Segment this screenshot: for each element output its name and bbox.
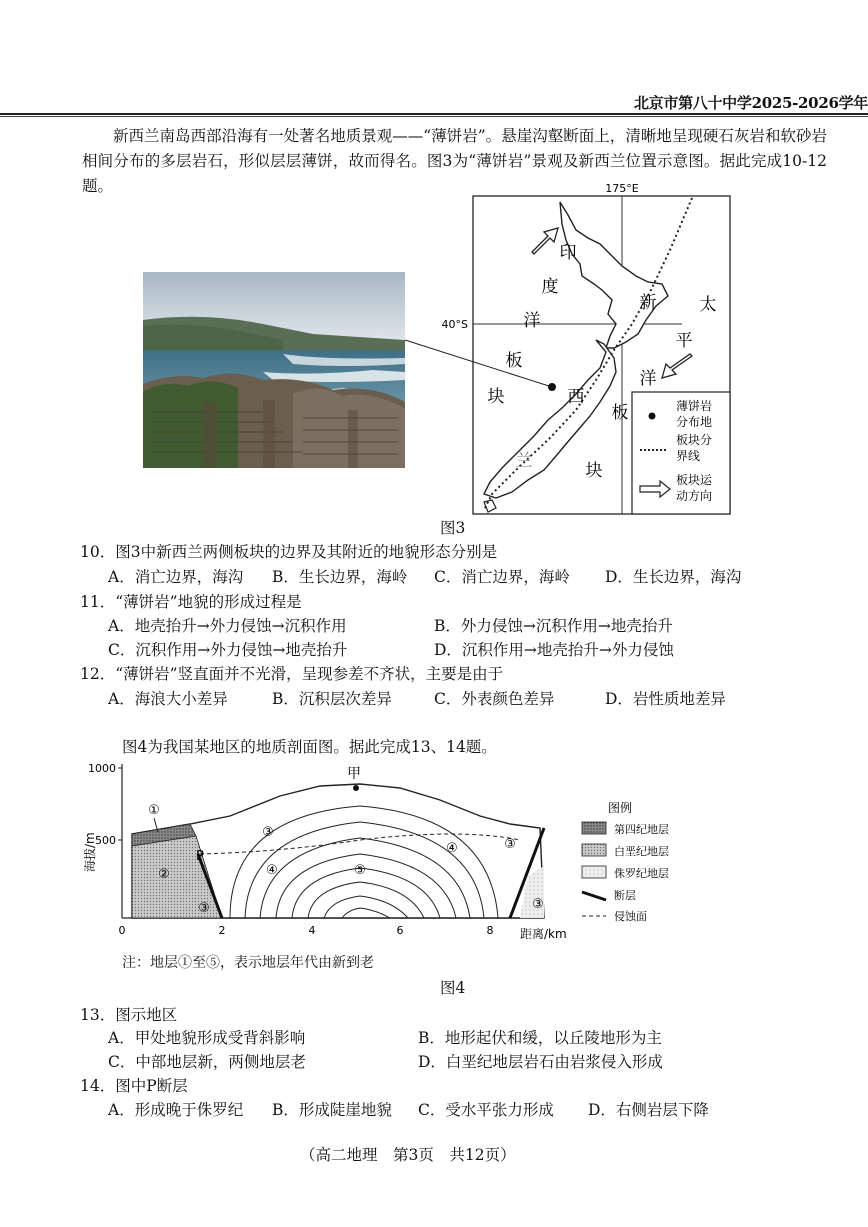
layer-label-1: ① — [148, 803, 160, 818]
fig4-intro: 图4为我国某地区的地质剖面图。据此完成13、14题。 — [122, 738, 497, 756]
x-tick-0: 0 — [118, 924, 126, 937]
question-12-stem: “薄饼岩”竖直面并不光滑，呈现参差不齐状，主要是由于 — [115, 665, 504, 683]
right-plate-char-2: 平 — [675, 331, 693, 351]
x-axis-label: 距离/km — [520, 927, 567, 941]
q12-option-c[interactable]: C．外表颜色差异 — [434, 690, 555, 708]
header-rule-thin — [0, 116, 868, 117]
q13-option-c[interactable]: C．中部地层新，两侧地层老 — [108, 1053, 306, 1071]
legend-jurassic-swatch — [582, 866, 606, 878]
stewart-island — [484, 500, 496, 512]
question-13-number: 13． — [80, 1006, 116, 1024]
question-12-number: 12． — [80, 665, 116, 683]
page-footer: （高二地理 第3页 共12页） — [300, 1146, 516, 1164]
legend-dot-line2: 分布地 — [676, 415, 713, 429]
q14-option-a[interactable]: A．形成晚于侏罗纪 — [108, 1101, 244, 1119]
q13-option-b[interactable]: B．地形起伏和缓，以丘陵地形为主 — [418, 1029, 662, 1047]
q10-option-c[interactable]: C．消亡边界，海岭 — [434, 568, 570, 586]
peak-label: 甲 — [347, 766, 361, 782]
school-header: 北京市第八十中学2025-2026学年 — [633, 94, 868, 112]
legend-dotted-line1: 板块分 — [676, 433, 713, 447]
left-plate-char-3: 洋 — [523, 311, 541, 331]
q12-option-d[interactable]: D．岩性质地差异 — [605, 690, 726, 708]
fig4-legend-title: 图例 — [608, 801, 633, 815]
y-tick-label-500: 500 — [95, 834, 116, 847]
photo-leader-line — [405, 340, 552, 387]
new-zealand-map — [400, 180, 740, 520]
legend-fault-swatch — [582, 892, 606, 900]
legend-arrow-line1: 板块运 — [676, 473, 713, 487]
left-plate-char-5: 块 — [487, 387, 505, 407]
q10-option-d[interactable]: D．生长边界，海沟 — [605, 568, 742, 586]
lat-label: 40°S — [441, 318, 468, 331]
q11-option-c[interactable]: C．沉积作用→外力侵蚀→地壳抬升 — [108, 641, 348, 659]
layer-label-3a: ③ — [262, 825, 274, 840]
legend-cretaceous-label: 白垩纪地层 — [614, 845, 669, 858]
right-plate-char-3: 洋 — [639, 369, 657, 389]
question-13-stem: 图示地区 — [115, 1006, 178, 1024]
q13-option-d[interactable]: D．白垩纪地层岩石由岩浆侵入形成 — [418, 1053, 663, 1071]
legend-jurassic-label: 侏罗纪地层 — [614, 867, 669, 880]
q10-option-b[interactable]: B．生长边界，海岭 — [272, 568, 408, 586]
question-10 — [80, 540, 497, 562]
geologic-cross-section — [80, 756, 740, 976]
fig4-note: 注：地层①至⑤，表示地层年代由新到老 — [122, 955, 374, 971]
question-14-number: 14． — [80, 1077, 116, 1095]
legend-dot-symbol — [649, 413, 656, 420]
left-plate-char-2: 度 — [541, 277, 559, 297]
left-plate-char-4: 板 — [505, 351, 523, 371]
legend-quaternary-swatch — [582, 822, 606, 834]
question-11-number: 11． — [80, 593, 116, 611]
question-12 — [80, 662, 503, 684]
layer-label-2: ② — [158, 867, 170, 882]
lon-label: 175°E — [605, 182, 639, 195]
left-plate-char-1: 印 — [559, 243, 577, 263]
legend-fault-label: 断层 — [614, 889, 636, 902]
q10-option-a[interactable]: A．消亡边界，海沟 — [108, 568, 244, 586]
layer-label-4b: ④ — [446, 841, 458, 856]
figure4-caption: 图4 — [440, 979, 466, 997]
right-plate-char-4: 板 — [611, 403, 629, 423]
intro-paragraph: 新西兰南岛西部沿海有一处著名地质景观——“薄饼岩”。悬崖沟壑断面上，清晰地呈现硬石灰岩和软砂岩相间分布的多层岩石，形似层层薄饼，故而得名。图3为“薄饼岩”景观及新西兰位置示意图。据此完成10-12题。 — [82, 127, 827, 195]
legend-dotted-line2: 界线 — [676, 449, 701, 463]
question-11-stem: “薄饼岩”地貌的形成过程是 — [115, 593, 302, 611]
pancake-rocks-photo — [143, 272, 405, 468]
legend-cretaceous-swatch — [582, 844, 606, 856]
y-tick-label-1000: 1000 — [88, 762, 116, 775]
legend-dot-line1: 薄饼岩 — [676, 399, 713, 413]
legend-arrow-line2: 动方向 — [676, 489, 713, 503]
x-tick-8: 8 — [486, 924, 494, 937]
legend-quaternary-label: 第四纪地层 — [614, 823, 669, 836]
figure3-caption: 图3 — [440, 519, 466, 537]
q14-option-d[interactable]: D．右侧岩层下降 — [588, 1101, 709, 1119]
x-tick-4: 4 — [308, 924, 316, 937]
pacific-plate-arrow — [662, 354, 692, 378]
island-char-2: 西 — [567, 387, 585, 407]
pancake-rocks-location — [548, 383, 556, 391]
right-plate-char-1: 太 — [699, 295, 717, 315]
layer-label-3b: ③ — [198, 901, 210, 916]
question-10-number: 10． — [80, 543, 116, 561]
q11-option-b[interactable]: B．外力侵蚀→沉积作用→地壳抬升 — [434, 617, 673, 635]
right-plate-char-5: 块 — [585, 461, 603, 481]
q13-option-a[interactable]: A．甲处地貌形成受背斜影响 — [108, 1029, 306, 1047]
island-char-1: 新 — [639, 293, 657, 313]
q11-option-d[interactable]: D．沉积作用→地壳抬升→外力侵蚀 — [434, 641, 674, 659]
x-tick-6: 6 — [396, 924, 404, 937]
y-axis-label: 海拔/m — [83, 832, 97, 872]
q14-option-b[interactable]: B．形成陡崖地貌 — [272, 1101, 392, 1119]
legend-erosion-label: 侵蚀面 — [614, 910, 647, 923]
question-13 — [80, 1003, 177, 1025]
q12-option-a[interactable]: A．海浪大小差异 — [108, 690, 228, 708]
layer-label-3d: ③ — [532, 897, 544, 912]
layer-label-4a: ④ — [266, 863, 278, 878]
peak-point — [353, 785, 359, 791]
north-island — [560, 202, 668, 348]
q14-option-c[interactable]: C．受水平张力形成 — [418, 1101, 554, 1119]
header-rule — [0, 113, 868, 115]
question-14-stem: 图中P断层 — [115, 1077, 188, 1095]
q11-option-a[interactable]: A．地壳抬升→外力侵蚀→沉积作用 — [108, 617, 347, 635]
island-char-3: 兰 — [515, 451, 533, 471]
x-tick-2: 2 — [218, 924, 226, 937]
question-14 — [80, 1074, 188, 1096]
layer-label-5: ⑤ — [354, 863, 366, 878]
indo-plate-arrow — [532, 228, 558, 254]
q12-option-b[interactable]: B．沉积层次差异 — [272, 690, 392, 708]
question-11 — [80, 590, 302, 612]
fault-label: P — [196, 849, 204, 864]
question-10-stem: 图3中新西兰两侧板块的边界及其附近的地貌形态分别是 — [115, 543, 498, 561]
layer-label-3c: ③ — [504, 837, 516, 852]
